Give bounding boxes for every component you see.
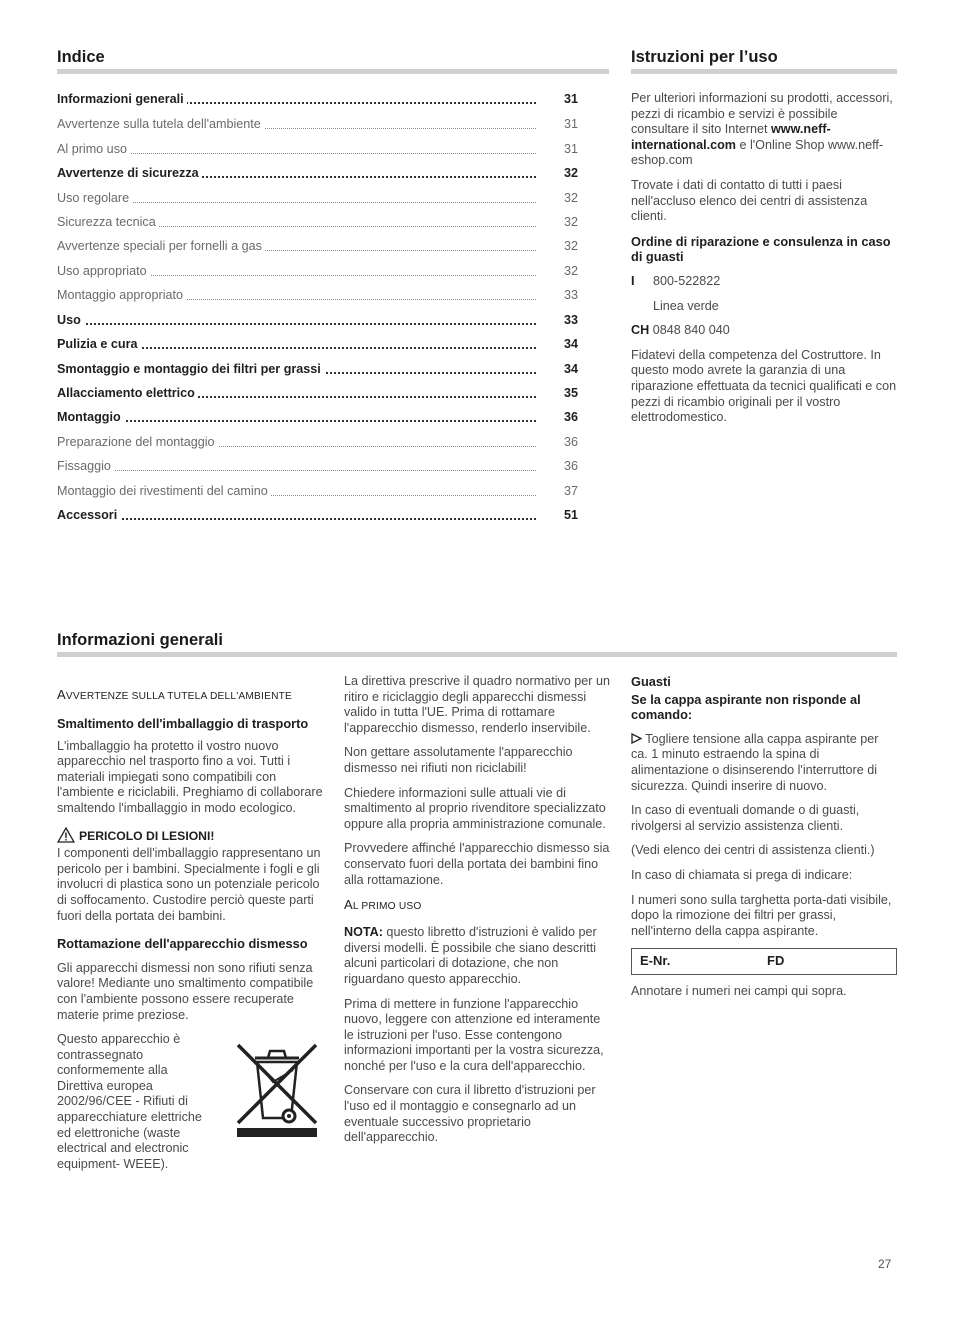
read-text: Prima di mettere in funzione l'apparecchio nuovo, leggere con attenzione ed interamente le istruzioni per l'uso. Esse contengono informazioni importanti per la vostra sicurezza, nonché per l'uso e la cura dell'apparecchio. [344, 996, 604, 1073]
service-list-ref: (Vedi elenco dei centri di assistenza clienti.) [631, 843, 875, 858]
toc-entry-page: 33 [563, 313, 578, 327]
plate-text: I numeri sono sulla targhetta porta-dati visibile, dopo la rimozione dei filtri per grassi, nell'interno della cappa aspirante. [631, 892, 892, 938]
toc-entry-label: Montaggio dei rivestimenti del camino [57, 483, 271, 499]
disposal-heading: Rottamazione dell'apparecchio dismesso [57, 936, 308, 952]
toc-entry-label: Montaggio appropriato [57, 287, 186, 303]
phone-switzerland: CH 0848 840 040 [631, 323, 730, 338]
contacts-paragraph: Trovate i dati di contatto di tutti i paesi nell'accluso elenco dei centri di assistenza clienti. [631, 177, 868, 224]
children-text: Provvedere affinché l'apparecchio dismesso sia conservato fuori della portata dei bambini fino alla rottamazione. [344, 841, 610, 887]
toc-entry-label: Avvertenze speciali per fornelli a gas [57, 238, 265, 254]
no-waste-text: Non gettare assolutamente l'apparecchio dismesso nei rifiuti non riciclabili! [344, 745, 573, 775]
toc-entry-page: 32 [563, 166, 578, 180]
toc-entry-label: Avvertenze sulla tutela dell'ambiente [57, 116, 264, 132]
info-paragraph: Per ulteriori informazioni su prodotti, accessori, pezzi di ricambio e servizi è possibile consultare il sito Internet www.neff-international.com e l'Online Shop www.neff-eshop.com [631, 91, 893, 168]
toc-entry[interactable] [57, 287, 578, 303]
toc-leader-dots [57, 470, 536, 471]
toc-entry[interactable] [57, 190, 578, 206]
env-heading: AVVERTENZE SULLA TUTELA DELL'AMBIENTE [57, 687, 293, 702]
toc-entry-label: Uso [57, 312, 84, 328]
toc-entry-label: Uso regolare [57, 190, 132, 206]
toc-entry[interactable] [57, 165, 578, 181]
toc-entry-page: 32 [563, 191, 578, 205]
toc-entry-label: Informazioni generali [57, 91, 187, 107]
toc-entry-page: 34 [563, 362, 578, 376]
toc-entry-label: Montaggio [57, 409, 124, 425]
toc-entry-page: 36 [563, 435, 578, 449]
toc-entry[interactable] [57, 361, 578, 377]
section-rule [57, 652, 897, 657]
toc-entry[interactable] [57, 409, 578, 425]
toc-entry[interactable] [57, 238, 578, 254]
toc-title: Indice [57, 48, 105, 66]
packaging-heading: Smaltimento dell'imballaggio di trasporto [57, 716, 309, 731]
faults-heading: Guasti [631, 674, 671, 689]
faults-step: Togliere tensione alla cappa aspirante per ca. 1 minuto estraendo la spina di alimentazione o disinserendo l'interruttore di sicurezza. Quindi inserire di nuovo. [631, 731, 879, 793]
website-link[interactable]: www.neff-international.com [631, 122, 831, 152]
directive-text: La direttiva prescrive il quadro normativo per un ritiro e riciclaggio degli apparecchi dismessi valido in tutta l'UE. Prima di rottamare l'apparecchio dismesso, renderlo inservibile. [344, 674, 610, 735]
toc-entry-label: Preparazione del montaggio [57, 434, 218, 450]
triangle-arrow-icon [631, 733, 642, 744]
phone-italy: I 800-522822 [631, 273, 721, 288]
questions-text: In caso di eventuali domande o di guasti, rivolgersi al servizio assistenza clienti. [631, 803, 860, 833]
section-rule [57, 69, 609, 74]
toc-entry-label: Sicurezza tecnica [57, 214, 159, 230]
toc-entry[interactable] [57, 214, 578, 230]
ask-text: Chiedere informazioni sulle attuali vie di smaltimento al proprio rivenditore specializzato oppure alla propria amministrazione comunale. [344, 785, 606, 831]
enr-label: E-Nr. [640, 953, 671, 969]
toc-entry-page: 32 [563, 215, 578, 229]
toc-entry-page: 31 [563, 142, 578, 156]
toc-entry-label: Al primo uso [57, 141, 130, 157]
toc-entry-label: Fissaggio [57, 458, 114, 474]
toc-entry-label: Uso appropriato [57, 263, 150, 279]
toc-entry[interactable] [57, 312, 578, 328]
toc-entry-label: Accessori [57, 507, 120, 523]
toc-entry[interactable] [57, 91, 578, 107]
faults-subheading: Se la cappa aspirante non risponde al comando: [631, 691, 861, 723]
disposal-text: Gli apparecchi dismessi non sono rifiuti senza valore! Mediante uno smaltimento compatibile con l'ambiente possono essere recuperate materie prime preziose. [57, 960, 314, 1022]
weee-block [57, 1032, 325, 1172]
nota-text: NOTA: questo libretto d'istruzioni è valido per diversi modelli. È possibile che siano descritti alcuni particolari di dotazione, che non riguardano questo apparecchio. [344, 925, 597, 986]
toc-entry-page: 33 [563, 288, 578, 302]
toc-leader-dots [57, 420, 536, 422]
toc-entry-label: Pulizia e cura [57, 336, 141, 352]
toc-entry[interactable] [57, 116, 578, 132]
general-column-1 [57, 674, 325, 1172]
call-text: In caso di chiamata si prega di indicare: [631, 867, 853, 882]
note-fields-text: Annotare i numeri nei campi qui sopra. [631, 984, 847, 999]
keep-text: Conservare con cura il libretto d'istruzioni per l'uso ed il montaggio e consegnarlo ad un eventuale successivo proprietario dell'apparecchio. [344, 1083, 596, 1145]
trust-paragraph: Fidatevi della competenza del Costruttore. In questo modo avrete la garanzia di una riparazione effettuata da tecnici qualificati e con pezzi di ricambio originali per il vostro elettrodomestico. [631, 347, 897, 425]
weee-text: Questo apparecchio è contrassegnato conformemente alla Direttiva europea 2002/96/CEE - Rifiuti di apparecchiature elettriche ed elettroniche (waste electrical and electronic equipment- WEEE). [57, 1032, 202, 1171]
toc-entry[interactable] [57, 385, 578, 401]
danger-heading: PERICOLO DI LESIONI! [57, 827, 325, 845]
toc-entry[interactable] [57, 507, 578, 523]
toc-entry[interactable] [57, 434, 578, 450]
toc-entry[interactable] [57, 263, 578, 279]
toc-entry-label: Allacciamento elettrico [57, 385, 198, 401]
toc-entry-page: 37 [563, 484, 578, 498]
toc-entry-page: 51 [563, 508, 578, 522]
instructions-title: Istruzioni per l’uso [631, 48, 778, 66]
toc-entry[interactable] [57, 336, 578, 352]
toc-entry-page: 31 [563, 92, 578, 106]
toc-entry[interactable] [57, 141, 578, 157]
section-rule [631, 69, 897, 74]
first-use-heading: AL PRIMO USO [344, 897, 422, 913]
page-number: 27 [878, 1257, 892, 1271]
toc-entry-page: 36 [563, 410, 578, 424]
toc-entry-page: 32 [563, 264, 578, 278]
toc-entry-page: 34 [563, 337, 578, 351]
toc-entry-page: 32 [563, 239, 578, 253]
toc-entry[interactable] [57, 483, 578, 499]
packaging-text: L'imballaggio ha protetto il vostro nuovo apparecchio nel trasporto fino a voi. Tutti i materiali impiegati sono compatibili con l'ambiente e riciclabili. Preghiamo di collaborare smaltendo l'imballaggio in modo ecologico. [57, 738, 323, 815]
toc-entry[interactable] [57, 458, 578, 474]
instructions-column [631, 91, 897, 426]
fd-label: FD [767, 953, 785, 969]
warning-icon [57, 827, 75, 843]
repair-heading: Ordine di riparazione e consulenza in caso di guasti [631, 233, 891, 265]
toc-entry-page: 35 [563, 386, 578, 400]
general-title: Informazioni generali [57, 631, 223, 649]
crossed-out-bin-icon [235, 1042, 319, 1140]
danger-text: I componenti dell'imballaggio rappresentano un pericolo per i bambini. Specialmente i fogli e gli involucri di plastica sono un potenziale pericolo di soffocamento. Custodire perciò queste parti fuori della portata dei bambini. [57, 846, 321, 923]
phone-italy-note: Linea verde [653, 298, 719, 313]
toc-entry-label: Avvertenze di sicurezza [57, 165, 202, 181]
toc-entry-page: 36 [563, 459, 578, 473]
general-column-2 [344, 674, 612, 1146]
toc-entry-label: Smontaggio e montaggio dei filtri per grassi [57, 361, 324, 377]
toc-leader-dots [57, 518, 536, 520]
toc-leader-dots [57, 323, 536, 325]
general-column-3 [631, 674, 897, 1000]
toc-entry-page: 31 [563, 117, 578, 131]
serial-number-box [631, 948, 897, 975]
